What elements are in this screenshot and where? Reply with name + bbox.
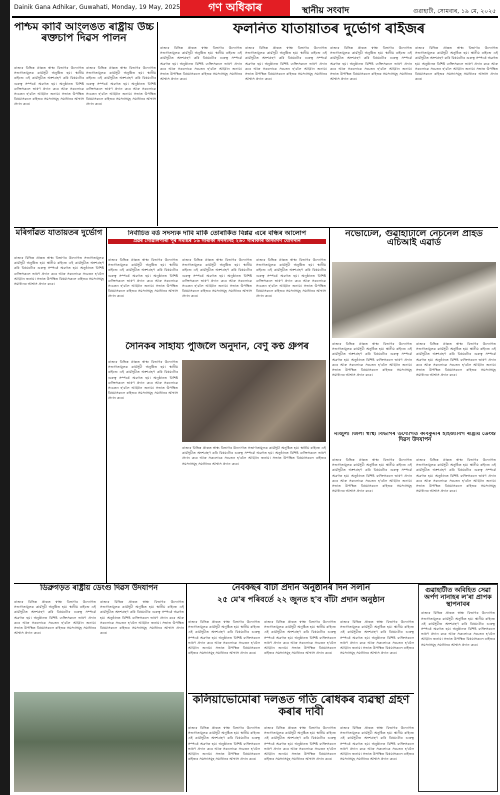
article-8-body-col1: ৰাজ্যৰ বিভিন্ন প্ৰান্তত স্বাস্থ্য বিভাগৰ উদ্যোগত সজাগতামূলক কাৰ্যসূচী অনুষ্ঠিত হয়। স্থানীয় ৰাইজে এই কাৰ্যসূচীত অংশগ্ৰহণ কৰি বিষয়টোৰ গুৰুত্ব সম্পৰ্কে অৱগত হয়। অনুষ্ঠানত বিশিষ্ট ব্যক্তিসকলে ভাষণ প্ৰদান কৰে আৰু সকলোকে সচেতন হ'বলৈ আহ্বান জনায়। সভাত উপস্থিত বিষয়াসকলে ৰাইজৰ সমস্যাসমূহ সমাধানৰ আশ্বাস প্ৰদান কৰে।: [14, 600, 96, 636]
article-11-body-col2: ৰাজ্যৰ বিভিন্ন প্ৰান্তত স্বাস্থ্য বিভাগৰ উদ্যোগত সজাগতামূলক কাৰ্যসূচী অনুষ্ঠিত হয়। স্থানীয় ৰাইজে এই কাৰ্যসূচীত অংশগ্ৰহণ কৰি বিষয়টোৰ গুৰুত্ব সম্পৰ্কে অৱগত হয়। অনুষ্ঠানত বিশিষ্ট ব্যক্তিসকলে ভাষণ প্ৰদান কৰে আৰু সকলোকে সচেতন হ'বলৈ আহ্বান জনায়। সভাত উপস্থিত বিষয়াসকলে ৰাইজৰ সমস্যাসমূহ সমাধানৰ আশ্বাস প্ৰদান কৰে।: [264, 726, 336, 762]
article-5-title: নিৰ্বাচিত বৰ্ড সদস্যক দাবি মাৰ্কি তোৰাৰ্কিত বিপ্লৱ এৰে বন্ধিৰ আলোপ: [127, 230, 307, 237]
article-9-subtitle: ২৫ মে'ৰ পৰিবৰ্তে ২২ জুনত হ'ব বাঁটা প্ৰদান অনুষ্ঠান: [217, 593, 385, 604]
rule-vertical-2: [106, 228, 107, 583]
rule-vertical-3: [329, 228, 330, 583]
masthead-dateline: Dainik Gana Adhikar, Guwahati, Monday, 19 May, 2025: [14, 4, 181, 11]
article-10-body: ৰাজ্যৰ বিভিন্ন প্ৰান্তত স্বাস্থ্য বিভাগৰ উদ্যোগত সজাগতামূলক কাৰ্যসূচী অনুষ্ঠিত হয়। স্থানীয় ৰাইজে এই কাৰ্যসূচীত অংশগ্ৰহণ কৰি বিষয়টোৰ গুৰুত্ব সম্পৰ্কে অৱগত হয়। অনুষ্ঠানত বিশিষ্ট ব্যক্তিসকলে ভাষণ প্ৰদান কৰে আৰু সকলোকে সচেতন হ'বলৈ আহ্বান জনায়। সভাত উপস্থিত বিষয়াসকলে ৰাইজৰ সমস্যাসমূহ সমাধানৰ আশ্বাস প্ৰদান কৰে।: [421, 611, 495, 647]
article-1-headline-box: [14, 22, 154, 66]
article-10-box: [418, 584, 498, 792]
article-2-body-col3: ৰাজ্যৰ বিভিন্ন প্ৰান্তত স্বাস্থ্য বিভাগৰ উদ্যোগত সজাগতামূলক কাৰ্যসূচী অনুষ্ঠিত হয়। স্থানীয় ৰাইজে এই কাৰ্যসূচীত অংশগ্ৰহণ কৰি বিষয়টোৰ গুৰুত্ব সম্পৰ্কে অৱগত হয়। অনুষ্ঠানত বিশিষ্ট ব্যক্তিসকলে ভাষণ প্ৰদান কৰে আৰু সকলোকে সচেতন হ'বলৈ আহ্বান জনায়। সভাত উপস্থিত বিষয়াসকলে ৰাইজৰ সমস্যাসমূহ সমাধানৰ আশ্বাস প্ৰদান কৰে।: [330, 46, 412, 82]
article-2-title: ফলনিত যাতায়াতৰ দুৰ্ভোগ ৰাইজৰ: [233, 22, 425, 37]
article-8-headline-box: [14, 584, 184, 598]
article-3-body: ৰাজ্যৰ বিভিন্ন প্ৰান্তত স্বাস্থ্য বিভাগৰ উদ্যোগত সজাগতামূলক কাৰ্যসূচী অনুষ্ঠিত হয়। স্থানীয় ৰাইজে এই কাৰ্যসূচীত অংশগ্ৰহণ কৰি বিষয়টোৰ গুৰুত্ব সম্পৰ্কে অৱগত হয়। অনুষ্ঠানত বিশিষ্ট ব্যক্তিসকলে ভাষণ প্ৰদান কৰে আৰু সকলোকে সচেতন হ'বলৈ আহ্বান জনায়। সভাত উপস্থিত বিষয়াসকলে ৰাইজৰ সমস্যাসমূহ সমাধানৰ আশ্বাস প্ৰদান কৰে।: [14, 256, 104, 287]
article-8-body-col2: ৰাজ্যৰ বিভিন্ন প্ৰান্তত স্বাস্থ্য বিভাগৰ উদ্যোগত সজাগতামূলক কাৰ্যসূচী অনুষ্ঠিত হয়। স্থানীয় ৰাইজে এই কাৰ্যসূচীত অংশগ্ৰহণ কৰি বিষয়টোৰ গুৰুত্ব সম্পৰ্কে অৱগত হয়। অনুষ্ঠানত বিশিষ্ট ব্যক্তিসকলে ভাষণ প্ৰদান কৰে আৰু সকলোকে সচেতন হ'বলৈ আহ্বান জনায়। সভাত উপস্থিত বিষয়াসকলে ৰাইজৰ সমস্যাসমূহ সমাধানৰ আশ্বাস প্ৰদান কৰে।: [100, 600, 184, 636]
article-6-body-col2: ৰাজ্যৰ বিভিন্ন প্ৰান্তত স্বাস্থ্য বিভাগৰ উদ্যোগত সজাগতামূলক কাৰ্যসূচী অনুষ্ঠিত হয়। স্থানীয় ৰাইজে এই কাৰ্যসূচীত অংশগ্ৰহণ কৰি বিষয়টোৰ গুৰুত্ব সম্পৰ্কে অৱগত হয়। অনুষ্ঠানত বিশিষ্ট ব্যক্তিসকলে ভাষণ প্ৰদান কৰে আৰু সকলোকে সচেতন হ'বলৈ আহ্বান জনায়। সভাত উপস্থিত বিষয়াসকলে ৰাইজৰ সমস্যাসমূহ সমাধানৰ আশ্বাস প্ৰদান কৰে।: [182, 446, 326, 466]
article-5-body-col1: ৰাজ্যৰ বিভিন্ন প্ৰান্তত স্বাস্থ্য বিভাগৰ উদ্যোগত সজাগতামূলক কাৰ্যসূচী অনুষ্ঠিত হয়। স্থানীয় ৰাইজে এই কাৰ্যসূচীত অংশগ্ৰহণ কৰি বিষয়টোৰ গুৰুত্ব সম্পৰ্কে অৱগত হয়। অনুষ্ঠানত বিশিষ্ট ব্যক্তিসকলে ভাষণ প্ৰদান কৰে আৰু সকলোকে সচেতন হ'বলৈ আহ্বান জনায়। সভাত উপস্থিত বিষয়াসকলে ৰাইজৰ সমস্যাসমূহ সমাধানৰ আশ্বাস প্ৰদান কৰে।: [108, 258, 178, 299]
article-4-headline-box: [330, 230, 498, 260]
article-1-body-col1: ৰাজ্যৰ বিভিন্ন প্ৰান্তত স্বাস্থ্য বিভাগৰ উদ্যোগত সজাগতামূলক কাৰ্যসূচী অনুষ্ঠিত হয়। স্থানীয় ৰাইজে এই কাৰ্যসূচীত অংশগ্ৰহণ কৰি বিষয়টোৰ গুৰুত্ব সম্পৰ্কে অৱগত হয়। অনুষ্ঠানত বিশিষ্ট ব্যক্তিসকলে ভাষণ প্ৰদান কৰে আৰু সকলোকে সচেতন হ'বলৈ আহ্বান জনায়। সভাত উপস্থিত বিষয়াসকলে ৰাইজৰ সমস্যাসমূহ সমাধানৰ আশ্বাস প্ৰদান কৰে।: [14, 66, 84, 107]
article-11-title: কলিয়াভোমোৰা দলঙত গতি ৰোধকৰ ব্যৱস্থা গ্ৰহণ কৰাৰ দাবী: [192, 694, 410, 718]
article-2-headline-box: [160, 22, 498, 44]
article-7-body-col1: ৰাজ্যৰ বিভিন্ন প্ৰান্তত স্বাস্থ্য বিভাগৰ উদ্যোগত সজাগতামূলক কাৰ্যসূচী অনুষ্ঠিত হয়। স্থানীয় ৰাইজে এই কাৰ্যসূচীত অংশগ্ৰহণ কৰি বিষয়টোৰ গুৰুত্ব সম্পৰ্কে অৱগত হয়। অনুষ্ঠানত বিশিষ্ট ব্যক্তিসকলে ভাষণ প্ৰদান কৰে আৰু সকলোকে সচেতন হ'বলৈ আহ্বান জনায়। সভাত উপস্থিত বিষয়াসকলে ৰাইজৰ সমস্যাসমূহ সমাধানৰ আশ্বাস প্ৰদান কৰে।: [332, 458, 412, 494]
article-1-body-col2: ৰাজ্যৰ বিভিন্ন প্ৰান্তত স্বাস্থ্য বিভাগৰ উদ্যোগত সজাগতামূলক কাৰ্যসূচী অনুষ্ঠিত হয়। স্থানীয় ৰাইজে এই কাৰ্যসূচীত অংশগ্ৰহণ কৰি বিষয়টোৰ গুৰুত্ব সম্পৰ্কে অৱগত হয়। অনুষ্ঠানত বিশিষ্ট ব্যক্তিসকলে ভাষণ প্ৰদান কৰে আৰু সকলোকে সচেতন হ'বলৈ আহ্বান জনায়। সভাত উপস্থিত বিষয়াসকলে ৰাইজৰ সমস্যাসমূহ সমাধানৰ আশ্বাস প্ৰদান কৰে।: [86, 66, 156, 107]
article-11-body-col1: ৰাজ্যৰ বিভিন্ন প্ৰান্তত স্বাস্থ্য বিভাগৰ উদ্যোগত সজাগতামূলক কাৰ্যসূচী অনুষ্ঠিত হয়। স্থানীয় ৰাইজে এই কাৰ্যসূচীত অংশগ্ৰহণ কৰি বিষয়টোৰ গুৰুত্ব সম্পৰ্কে অৱগত হয়। অনুষ্ঠানত বিশিষ্ট ব্যক্তিসকলে ভাষণ প্ৰদান কৰে আৰু সকলোকে সচেতন হ'বলৈ আহ্বান জনায়। সভাত উপস্থিত বিষয়াসকলে ৰাইজৰ সমস্যাসমূহ সমাধানৰ আশ্বাস প্ৰদান কৰে।: [188, 726, 260, 762]
article-11-body-col3: ৰাজ্যৰ বিভিন্ন প্ৰান্তত স্বাস্থ্য বিভাগৰ উদ্যোগত সজাগতামূলক কাৰ্যসূচী অনুষ্ঠিত হয়। স্থানীয় ৰাইজে এই কাৰ্যসূচীত অংশগ্ৰহণ কৰি বিষয়টোৰ গুৰুত্ব সম্পৰ্কে অৱগত হয়। অনুষ্ঠানত বিশিষ্ট ব্যক্তিসকলে ভাষণ প্ৰদান কৰে আৰু সকলোকে সচেতন হ'বলৈ আহ্বান জনায়। সভাত উপস্থিত বিষয়াসকলে ৰাইজৰ সমস্যাসমূহ সমাধানৰ আশ্বাস প্ৰদান কৰে।: [340, 726, 414, 762]
article-2-body-col4: ৰাজ্যৰ বিভিন্ন প্ৰান্তত স্বাস্থ্য বিভাগৰ উদ্যোগত সজাগতামূলক কাৰ্যসূচী অনুষ্ঠিত হয়। স্থানীয় ৰাইজে এই কাৰ্যসূচীত অংশগ্ৰহণ কৰি বিষয়টোৰ গুৰুত্ব সম্পৰ্কে অৱগত হয়। অনুষ্ঠানত বিশিষ্ট ব্যক্তিসকলে ভাষণ প্ৰদান কৰে আৰু সকলোকে সচেতন হ'বলৈ আহ্বান জনায়। সভাত উপস্থিত বিষয়াসকলে ৰাইজৰ সমস্যাসমূহ সমাধানৰ আশ্বাস প্ৰদান কৰে।: [415, 46, 498, 82]
article-7-title: মাজুলী জিলা স্বাস্থ্য বিভাগৰ উদ্যোগত কৰ্বিকুমাৰ হাইজ্যাবগ ৰাষ্ট্ৰীয় ডেংগু দিৱস উদযাপন: [334, 432, 496, 443]
article-3-title: মৰিগাঁৱত যাতায়তৰ দুৰ্ভোগ: [15, 228, 103, 237]
masthead: [12, 0, 498, 18]
article-4-body-col1: ৰাজ্যৰ বিভিন্ন প্ৰান্তত স্বাস্থ্য বিভাগৰ উদ্যোগত সজাগতামূলক কাৰ্যসূচী অনুষ্ঠিত হয়। স্থানীয় ৰাইজে এই কাৰ্যসূচীত অংশগ্ৰহণ কৰি বিষয়টোৰ গুৰুত্ব সম্পৰ্কে অৱগত হয়। অনুষ্ঠানত বিশিষ্ট ব্যক্তিসকলে ভাষণ প্ৰদান কৰে আৰু সকলোকে সচেতন হ'বলৈ আহ্বান জনায়। সভাত উপস্থিত বিষয়াসকলে ৰাইজৰ সমস্যাসমূহ সমাধানৰ আশ্বাস প্ৰদান কৰে।: [332, 342, 412, 378]
article-5-headline-box: [108, 230, 326, 256]
masthead-date-assamese: গুৱাহাটী, সোমবাৰ, ১৯ মে, ২০২৫: [413, 8, 496, 15]
rule-vertical-4: [186, 584, 187, 792]
article-9-body-col2: ৰাজ্যৰ বিভিন্ন প্ৰান্তত স্বাস্থ্য বিভাগৰ উদ্যোগত সজাগতামূলক কাৰ্যসূচী অনুষ্ঠিত হয়। স্থানীয় ৰাইজে এই কাৰ্যসূচীত অংশগ্ৰহণ কৰি বিষয়টোৰ গুৰুত্ব সম্পৰ্কে অৱগত হয়। অনুষ্ঠানত বিশিষ্ট ব্যক্তিসকলে ভাষণ প্ৰদান কৰে আৰু সকলোকে সচেতন হ'বলৈ আহ্বান জনায়। সভাত উপস্থিত বিষয়াসকলে ৰাইজৰ সমস্যাসমূহ সমাধানৰ আশ্বাস প্ৰদান কৰে।: [264, 620, 336, 656]
article-9-title: নেবকছৰ বাঁটা প্ৰদান অনুষ্ঠানৰ দিন সলনি: [231, 584, 371, 593]
article-9-headline-box: [188, 584, 414, 618]
article-5-body-col2: ৰাজ্যৰ বিভিন্ন প্ৰান্তত স্বাস্থ্য বিভাগৰ উদ্যোগত সজাগতামূলক কাৰ্যসূচী অনুষ্ঠিত হয়। স্থানীয় ৰাইজে এই কাৰ্যসূচীত অংশগ্ৰহণ কৰি বিষয়টোৰ গুৰুত্ব সম্পৰ্কে অৱগত হয়। অনুষ্ঠানত বিশিষ্ট ব্যক্তিসকলে ভাষণ প্ৰদান কৰে আৰু সকলোকে সচেতন হ'বলৈ আহ্বান জনায়। সভাত উপস্থিত বিষয়াসকলে ৰাইজৰ সমস্যাসমূহ সমাধানৰ আশ্বাস প্ৰদান কৰে।: [182, 258, 252, 299]
article-1-title: পশ্চিম কাৰ্বি আংলঙত ৰাষ্ট্ৰীয় উচ্চ ৰক্তচাপ দিৱস পালন: [14, 22, 154, 45]
article-2-body-col1: ৰাজ্যৰ বিভিন্ন প্ৰান্তত স্বাস্থ্য বিভাগৰ উদ্যোগত সজাগতামূলক কাৰ্যসূচী অনুষ্ঠিত হয়। স্থানীয় ৰাইজে এই কাৰ্যসূচীত অংশগ্ৰহণ কৰি বিষয়টোৰ গুৰুত্ব সম্পৰ্কে অৱগত হয়। অনুষ্ঠানত বিশিষ্ট ব্যক্তিসকলে ভাষণ প্ৰদান কৰে আৰু সকলোকে সচেতন হ'বলৈ আহ্বান জনায়। সভাত উপস্থিত বিষয়াসকলে ৰাইজৰ সমস্যাসমূহ সমাধানৰ আশ্বাস প্ৰদান কৰে।: [160, 46, 242, 82]
article-6-body-col1: ৰাজ্যৰ বিভিন্ন প্ৰান্তত স্বাস্থ্য বিভাগৰ উদ্যোগত সজাগতামূলক কাৰ্যসূচী অনুষ্ঠিত হয়। স্থানীয় ৰাইজে এই কাৰ্যসূচীত অংশগ্ৰহণ কৰি বিষয়টোৰ গুৰুত্ব সম্পৰ্কে অৱগত হয়। অনুষ্ঠানত বিশিষ্ট ব্যক্তিসকলে ভাষণ প্ৰদান কৰে আৰু সকলোকে সচেতন হ'বলৈ আহ্বান জনায়। সভাত উপস্থিত বিষয়াসকলে ৰাইজৰ সমস্যাসমূহ সমাধানৰ আশ্বাস প্ৰদান কৰে।: [108, 360, 178, 401]
article-5-subtitle: প্ৰৱৰ গোৱালপাৰা পূৰ সমষ্টিৰ ১৬ গাৰাকী সদস্যসহ ২৬০ গাৰাকীৰ অসমগণ যোগদান: [108, 239, 326, 244]
rule-horizontal-2: [14, 583, 498, 584]
article-4-title: নভোটেল, গুৱাহাটীলৈ নেচনেল প্ৰাইড এচিআই এৱাৰ্ড: [345, 230, 483, 249]
article-2-body-col2: ৰাজ্যৰ বিভিন্ন প্ৰান্তত স্বাস্থ্য বিভাগৰ উদ্যোগত সজাগতামূলক কাৰ্যসূচী অনুষ্ঠিত হয়। স্থানীয় ৰাইজে এই কাৰ্যসূচীত অংশগ্ৰহণ কৰি বিষয়টোৰ গুৰুত্ব সম্পৰ্কে অৱগত হয়। অনুষ্ঠানত বিশিষ্ট ব্যক্তিসকলে ভাষণ প্ৰদান কৰে আৰু সকলোকে সচেতন হ'বলৈ আহ্বান জনায়। সভাত উপস্থিত বিষয়াসকলে ৰাইজৰ সমস্যাসমূহ সমাধানৰ আশ্বাস প্ৰদান কৰে।: [245, 46, 327, 82]
article-11-headline-box: [188, 694, 414, 724]
rule-horizontal-3: [188, 693, 414, 694]
article-3-headline-box: [14, 228, 104, 254]
article-7-headline-box: [332, 432, 498, 456]
article-6-headline-box: [108, 342, 326, 358]
dengue-day-photo: [14, 692, 184, 792]
article-6-title: সৈনিকৰ সাহায্য পুঁজিলৈ অনুদান, বেণু কণ্ঠ গ্ৰুপৰ: [125, 342, 309, 352]
award-photo: [332, 262, 496, 338]
article-8-title: ডিব্ৰুগড়ত ৰাষ্ট্ৰীয় ডেংগু দিৱস উদযাপন: [40, 584, 158, 592]
article-9-body-col1: ৰাজ্যৰ বিভিন্ন প্ৰান্তত স্বাস্থ্য বিভাগৰ উদ্যোগত সজাগতামূলক কাৰ্যসূচী অনুষ্ঠিত হয়। স্থানীয় ৰাইজে এই কাৰ্যসূচীত অংশগ্ৰহণ কৰি বিষয়টোৰ গুৰুত্ব সম্পৰ্কে অৱগত হয়। অনুষ্ঠানত বিশিষ্ট ব্যক্তিসকলে ভাষণ প্ৰদান কৰে আৰু সকলোকে সচেতন হ'বলৈ আহ্বান জনায়। সভাত উপস্থিত বিষয়াসকলে ৰাইজৰ সমস্যাসমূহ সমাধানৰ আশ্বাস প্ৰদান কৰে।: [188, 620, 260, 656]
article-7-body-col2: ৰাজ্যৰ বিভিন্ন প্ৰান্তত স্বাস্থ্য বিভাগৰ উদ্যোগত সজাগতামূলক কাৰ্যসূচী অনুষ্ঠিত হয়। স্থানীয় ৰাইজে এই কাৰ্যসূচীত অংশগ্ৰহণ কৰি বিষয়টোৰ গুৰুত্ব সম্পৰ্কে অৱগত হয়। অনুষ্ঠানত বিশিষ্ট ব্যক্তিসকলে ভাষণ প্ৰদান কৰে আৰু সকলোকে সচেতন হ'বলৈ আহ্বান জনায়। সভাত উপস্থিত বিষয়াসকলে ৰাইজৰ সমস্যাসমূহ সমাধানৰ আশ্বাস প্ৰদান কৰে।: [416, 458, 496, 494]
donation-photo: [182, 360, 326, 442]
rule-vertical-1: [157, 22, 158, 226]
article-10-title: গুৱাহাটীত অবিহিত সেৱা অৰ্পণ নানাহৰ ল'ৰা প্ৰাপক স্থাপনাবৰ: [424, 586, 492, 608]
section-label: স্থানীয় সংবাদ: [302, 6, 350, 16]
article-5-body-col3: ৰাজ্যৰ বিভিন্ন প্ৰান্তত স্বাস্থ্য বিভাগৰ উদ্যোগত সজাগতামূলক কাৰ্যসূচী অনুষ্ঠিত হয়। স্থানীয় ৰাইজে এই কাৰ্যসূচীত অংশগ্ৰহণ কৰি বিষয়টোৰ গুৰুত্ব সম্পৰ্কে অৱগত হয়। অনুষ্ঠানত বিশিষ্ট ব্যক্তিসকলে ভাষণ প্ৰদান কৰে আৰু সকলোকে সচেতন হ'বলৈ আহ্বান জনায়। সভাত উপস্থিত বিষয়াসকলে ৰাইজৰ সমস্যাসমূহ সমাধানৰ আশ্বাস প্ৰদান কৰে।: [256, 258, 326, 299]
newspaper-logo: গণ অধিকাৰ: [180, 0, 290, 16]
article-4-body-col2: ৰাজ্যৰ বিভিন্ন প্ৰান্তত স্বাস্থ্য বিভাগৰ উদ্যোগত সজাগতামূলক কাৰ্যসূচী অনুষ্ঠিত হয়। স্থানীয় ৰাইজে এই কাৰ্যসূচীত অংশগ্ৰহণ কৰি বিষয়টোৰ গুৰুত্ব সম্পৰ্কে অৱগত হয়। অনুষ্ঠানত বিশিষ্ট ব্যক্তিসকলে ভাষণ প্ৰদান কৰে আৰু সকলোকে সচেতন হ'বলৈ আহ্বান জনায়। সভাত উপস্থিত বিষয়াসকলে ৰাইজৰ সমস্যাসমূহ সমাধানৰ আশ্বাস প্ৰদান কৰে।: [416, 342, 496, 378]
rule-horizontal-1: [14, 227, 498, 228]
left-edge-strip: [0, 0, 10, 795]
article-9-body-col3: ৰাজ্যৰ বিভিন্ন প্ৰান্তত স্বাস্থ্য বিভাগৰ উদ্যোগত সজাগতামূলক কাৰ্যসূচী অনুষ্ঠিত হয়। স্থানীয় ৰাইজে এই কাৰ্যসূচীত অংশগ্ৰহণ কৰি বিষয়টোৰ গুৰুত্ব সম্পৰ্কে অৱগত হয়। অনুষ্ঠানত বিশিষ্ট ব্যক্তিসকলে ভাষণ প্ৰদান কৰে আৰু সকলোকে সচেতন হ'বলৈ আহ্বান জনায়। সভাত উপস্থিত বিষয়াসকলে ৰাইজৰ সমস্যাসমূহ সমাধানৰ আশ্বাস প্ৰদান কৰে।: [340, 620, 414, 656]
